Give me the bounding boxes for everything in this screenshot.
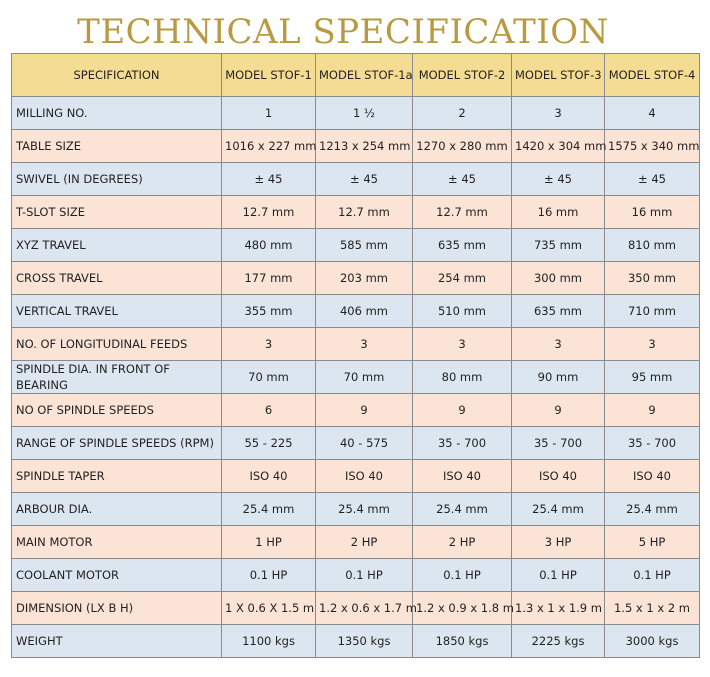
value-cell: 35 - 700 [605,427,700,460]
value-cell: 1 ½ [316,97,413,130]
table-row [12,262,700,295]
header-row [12,54,700,97]
page-title-text: TECHNICAL SPECIFICATION [77,12,609,52]
value-cell: 480 mm [222,229,316,262]
value-cell: 1850 kgs [413,625,512,658]
value-cell: 2 [413,97,512,130]
row-label: SPINDLE DIA. IN FRONT OF BEARING [12,361,222,394]
header-cell: SPECIFICATION [12,54,222,97]
row-label: TABLE SIZE [12,130,222,163]
row-label: MILLING NO. [12,97,222,130]
row-label: XYZ TRAVEL [12,229,222,262]
value-cell: 203 mm [316,262,413,295]
value-cell: 510 mm [413,295,512,328]
row-label: SWIVEL (IN DEGREES) [12,163,222,196]
value-cell: ISO 40 [413,460,512,493]
value-cell: 0.1 HP [316,559,413,592]
value-cell: 3 [222,328,316,361]
value-cell: ± 45 [413,163,512,196]
value-cell: 1.2 x 0.9 x 1.8 m [413,592,512,625]
row-label: NO. OF LONGITUDINAL FEEDS [12,328,222,361]
value-cell: 3 HP [512,526,605,559]
value-cell: 1420 x 304 mm [512,130,605,163]
value-cell: ± 45 [316,163,413,196]
value-cell: 55 - 225 [222,427,316,460]
value-cell: 254 mm [413,262,512,295]
value-cell: 25.4 mm [605,493,700,526]
value-cell: 0.1 HP [605,559,700,592]
value-cell: ± 45 [222,163,316,196]
table-row [12,328,700,361]
value-cell: 9 [316,394,413,427]
value-cell: 0.1 HP [222,559,316,592]
value-cell: 1350 kgs [316,625,413,658]
table-row [12,625,700,658]
value-cell: 25.4 mm [413,493,512,526]
row-label: CROSS TRAVEL [12,262,222,295]
header-cell: MODEL STOF-2 [413,54,512,97]
table-row [12,427,700,460]
value-cell: 1 X 0.6 X 1.5 m [222,592,316,625]
value-cell: 70 mm [222,361,316,394]
value-cell: 12.7 mm [413,196,512,229]
value-cell: 0.1 HP [413,559,512,592]
value-cell: 70 mm [316,361,413,394]
value-cell: 710 mm [605,295,700,328]
value-cell: ISO 40 [512,460,605,493]
value-cell: 2225 kgs [512,625,605,658]
value-cell: 177 mm [222,262,316,295]
value-cell: 0.1 HP [512,559,605,592]
value-cell: 585 mm [316,229,413,262]
value-cell: 25.4 mm [316,493,413,526]
value-cell: 3 [512,97,605,130]
value-cell: 25.4 mm [222,493,316,526]
value-cell: 355 mm [222,295,316,328]
table-row [12,460,700,493]
value-cell: ISO 40 [222,460,316,493]
header-cell: MODEL STOF-1 [222,54,316,97]
value-cell: 406 mm [316,295,413,328]
value-cell: 80 mm [413,361,512,394]
page-title [0,12,686,52]
value-cell: 3 [413,328,512,361]
row-label: ARBOUR DIA. [12,493,222,526]
header-cell: MODEL STOF-3 [512,54,605,97]
row-label: VERTICAL TRAVEL [12,295,222,328]
value-cell: 35 - 700 [512,427,605,460]
table-row [12,229,700,262]
table-row [12,295,700,328]
row-label: MAIN MOTOR [12,526,222,559]
value-cell: 95 mm [605,361,700,394]
value-cell: 3000 kgs [605,625,700,658]
table-row [12,196,700,229]
row-label: COOLANT MOTOR [12,559,222,592]
header-cell: MODEL STOF-4 [605,54,700,97]
table-row [12,97,700,130]
value-cell: 4 [605,97,700,130]
value-cell: 12.7 mm [222,196,316,229]
table-row [12,559,700,592]
table-row [12,163,700,196]
spec-table [11,53,700,658]
value-cell: 1.2 x 0.6 x 1.7 m [316,592,413,625]
value-cell: 1100 kgs [222,625,316,658]
value-cell: 2 HP [316,526,413,559]
value-cell: 1 [222,97,316,130]
table-row [12,130,700,163]
value-cell: 735 mm [512,229,605,262]
value-cell: 9 [413,394,512,427]
value-cell: 3 [605,328,700,361]
value-cell: 6 [222,394,316,427]
value-cell: 810 mm [605,229,700,262]
value-cell: 1.5 x 1 x 2 m [605,592,700,625]
value-cell: 635 mm [413,229,512,262]
table-row [12,526,700,559]
value-cell: 1270 x 280 mm [413,130,512,163]
value-cell: 1 HP [222,526,316,559]
value-cell: ± 45 [512,163,605,196]
value-cell: 1.3 x 1 x 1.9 m [512,592,605,625]
value-cell: ISO 40 [605,460,700,493]
row-label: SPINDLE TAPER [12,460,222,493]
value-cell: 9 [512,394,605,427]
value-cell: 35 - 700 [413,427,512,460]
value-cell: 5 HP [605,526,700,559]
table-row [12,394,700,427]
value-cell: ISO 40 [316,460,413,493]
value-cell: 40 - 575 [316,427,413,460]
row-label: RANGE OF SPINDLE SPEEDS (RPM) [12,427,222,460]
table-row [12,493,700,526]
row-label: NO OF SPINDLE SPEEDS [12,394,222,427]
value-cell: 16 mm [512,196,605,229]
value-cell: 12.7 mm [316,196,413,229]
value-cell: 350 mm [605,262,700,295]
row-label: T-SLOT SIZE [12,196,222,229]
row-label: DIMENSION (LX B H) [12,592,222,625]
value-cell: 25.4 mm [512,493,605,526]
value-cell: 3 [316,328,413,361]
value-cell: 1575 x 340 mm [605,130,700,163]
row-label: WEIGHT [12,625,222,658]
value-cell: 1213 x 254 mm [316,130,413,163]
value-cell: 9 [605,394,700,427]
value-cell: ± 45 [605,163,700,196]
value-cell: 635 mm [512,295,605,328]
value-cell: 2 HP [413,526,512,559]
value-cell: 1016 x 227 mm [222,130,316,163]
value-cell: 16 mm [605,196,700,229]
value-cell: 3 [512,328,605,361]
header-cell: MODEL STOF-1a [316,54,413,97]
table-row [12,361,700,394]
table-row [12,592,700,625]
value-cell: 90 mm [512,361,605,394]
value-cell: 300 mm [512,262,605,295]
